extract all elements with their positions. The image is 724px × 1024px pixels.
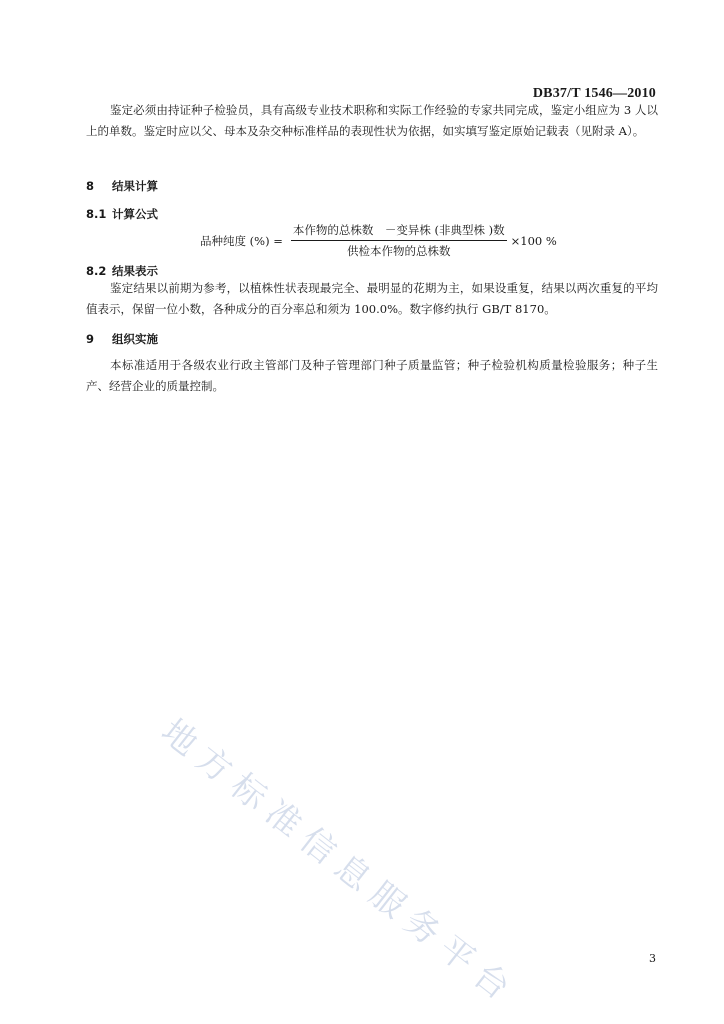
- formula-denominator: 供检本作物的总株数: [347, 244, 451, 258]
- watermark: 地方标准信息服务平台: [153, 711, 525, 1014]
- formula-multiplier: ×100 %: [510, 233, 557, 248]
- section-8-2-number: 8.2: [86, 264, 107, 278]
- section-9-heading: [86, 331, 158, 347]
- section-8-2-heading: [86, 263, 158, 279]
- page-number: 3: [649, 952, 656, 965]
- formula-fraction: [291, 222, 507, 259]
- paragraph-intro: 鉴定必须由持证种子检验员，具有高级专业技术职称和实际工作经验的专家共同完成，鉴定小组应为 3 人以上的单数。鉴定时应以父、母本及杂交种标准样品的表现性状为依据，如实填写鉴定原始记载表（见附录 A）。: [86, 103, 658, 138]
- section-9-number: 9: [86, 332, 95, 346]
- paragraph-result: 鉴定结果以前期为参考，以植株性状表现最完全、最明显的花期为主，如果设重复，结果以两次重复的平均值表示，保留一位小数，各种成分的百分率总和须为 100.0%。数字修约执行 GB/T 8170。: [86, 281, 658, 316]
- section-8-2-title: 结果表示: [112, 264, 158, 278]
- formula-lhs: 品种纯度 (%) =: [200, 233, 283, 248]
- section-8-title: 结果计算: [112, 179, 158, 193]
- section-8-1-heading: [86, 206, 158, 222]
- section-8-number: 8: [86, 179, 95, 193]
- document-code: DB37/T 1546—2010: [532, 86, 656, 101]
- section-9-title: 组织实施: [112, 332, 158, 346]
- section-8-1-title: 计算公式: [112, 207, 158, 221]
- paragraph-organization: 本标准适用于各级农业行政主管部门及种子管理部门种子质量监管；种子检验机构质量检验服务；种子生产、经营企业的质量控制。: [86, 358, 658, 393]
- purity-formula: [200, 222, 557, 259]
- formula-numerator: 本作物的总株数 －变异株 (非典型株 )数: [292, 223, 505, 237]
- section-8-heading: [86, 178, 158, 194]
- section-8-1-number: 8.1: [86, 207, 107, 221]
